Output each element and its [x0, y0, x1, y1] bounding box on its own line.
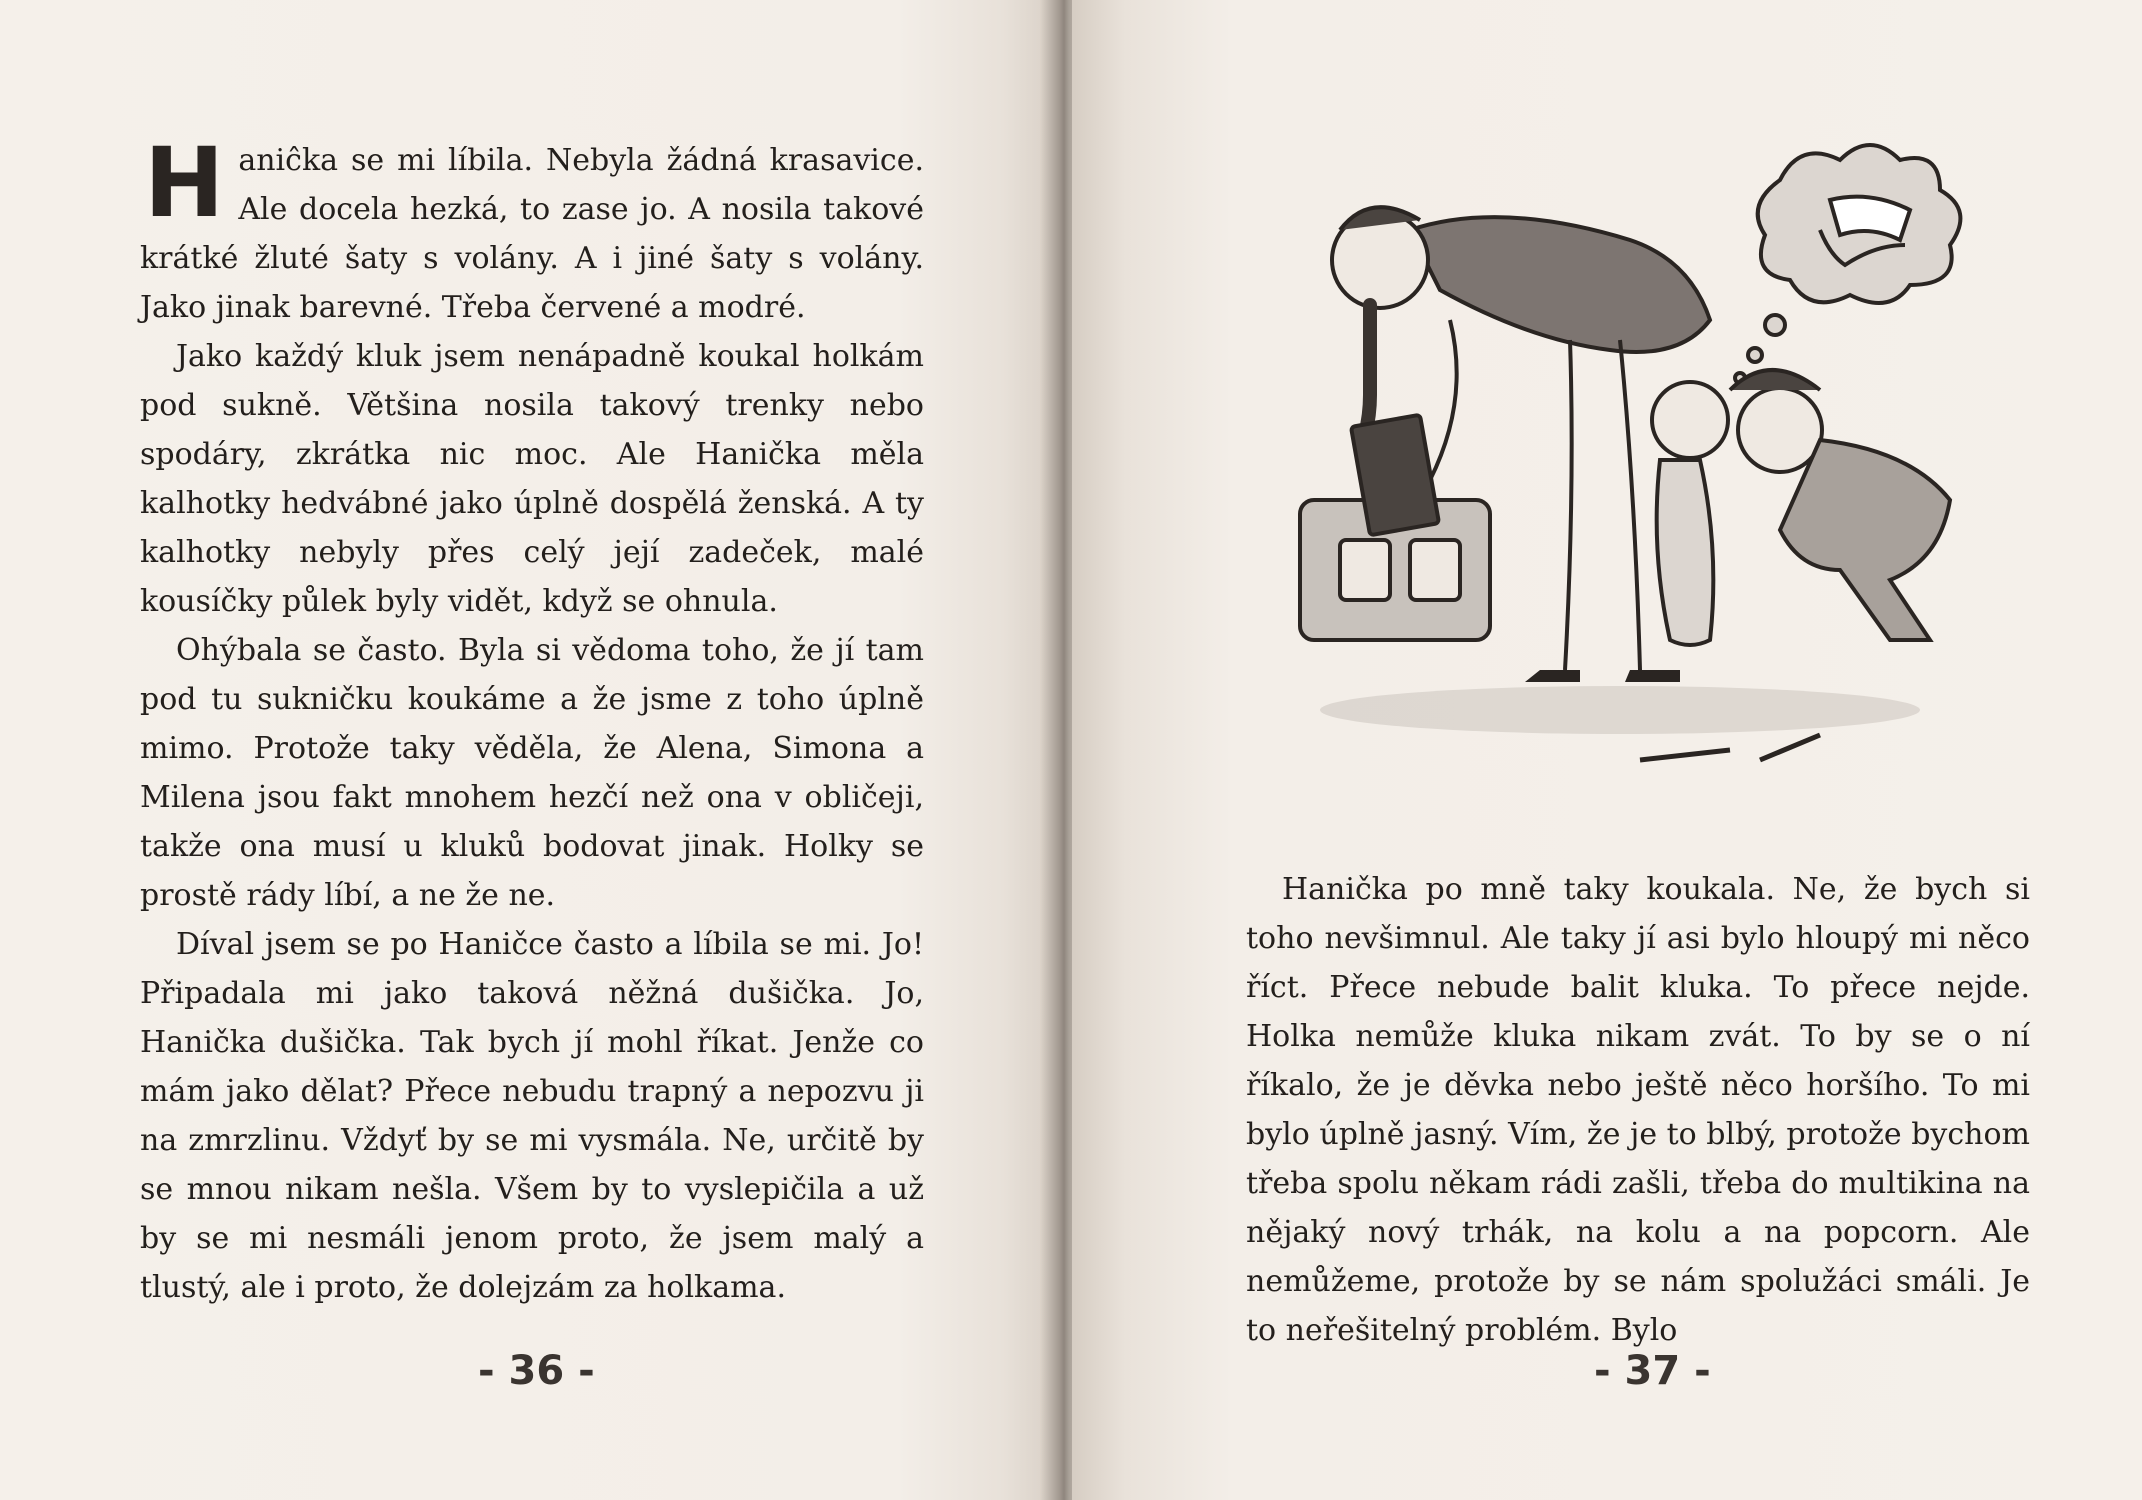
- paragraph-1: [140, 127, 924, 332]
- left-page-text: [140, 127, 924, 1312]
- paragraph-2: Jako každý kluk jsem nenápadně koukal holkám pod sukně. Většina nosila takový trenky nebo spodáry, zkrátka nic moc. Ale Hanička měla kalhotky hedvábné jako úplně dospělá ženská. A ty kalhotky nebyly přes celý její zadeček, malé kousíčky půlek byly vidět, když se ohnula.: [140, 339, 924, 619]
- paragraph-right-1: Hanička po mně taky koukala. Ne, že bych si toho nevšimnul. Ale taky jí asi bylo hloupý mi něco říct. Přece nebude balit kluka. To přece nejde. Holka nemůže kluka nikam zvát. To by se o ní říkalo, že je děvka nebo ještě něco horšího. To mi bylo úplně jasný. Vím, že je to blbý, protože bychom třeba spolu někam rádi zašli, třeba do multikina na nějaký nový trhák, na kolu a na popcorn. Ale nemůžeme, protože by se nám spolužáci smáli. Je to neřešitelný problém. Bylo: [1246, 872, 2030, 1348]
- paragraph-3: Ohýbala se často. Byla si vědoma toho, že jí tam pod tu sukničku koukáme a že jsme z toho úplně mimo. Protože taky věděla, že Alena, Simona a Milena jsou fakt mnohem hezčí než ona v obličeji, takže ona musí u kluků bodovat jinak. Holky se prostě rády líbí, a ne že ne.: [140, 633, 924, 913]
- page-number-left: - 36 -: [478, 1348, 595, 1394]
- page-number-right: - 37 -: [1594, 1348, 1711, 1394]
- right-page-text: [1246, 865, 2030, 1355]
- drop-cap: H: [144, 127, 225, 239]
- cartoon-girl-bending-boys-peeking-icon: [1260, 120, 2040, 780]
- paragraph-1-text: aniĉka se mi líbila. Nebyla žádná krasavice. Ale docela hezká, to zase jo. A nosila takové krátké žluté šaty s volány. A i jiné šaty s volány. Jako jinak barevné. Třeba červené a modré.: [140, 143, 924, 325]
- paragraph-4: Díval jsem se po Haničce často a líbila se mi. Jo! Připadala mi jako taková něžná dušička. Jo, Hanička dušička. Tak bych jí mohl říkat. Jenže co mám jako dělat? Přece nebudu trapný a nepozvu ji na zmrzlinu. Vždyť by se mi vysmála. Ne, určitě by se mnou nikam nešla. Všem by to vyslepičila a už by se mi nesmáli jenom proto, že jsem malý a tlustý, ale i proto, že dolejzám za holkama.: [140, 927, 924, 1305]
- left-page: [0, 0, 1056, 1500]
